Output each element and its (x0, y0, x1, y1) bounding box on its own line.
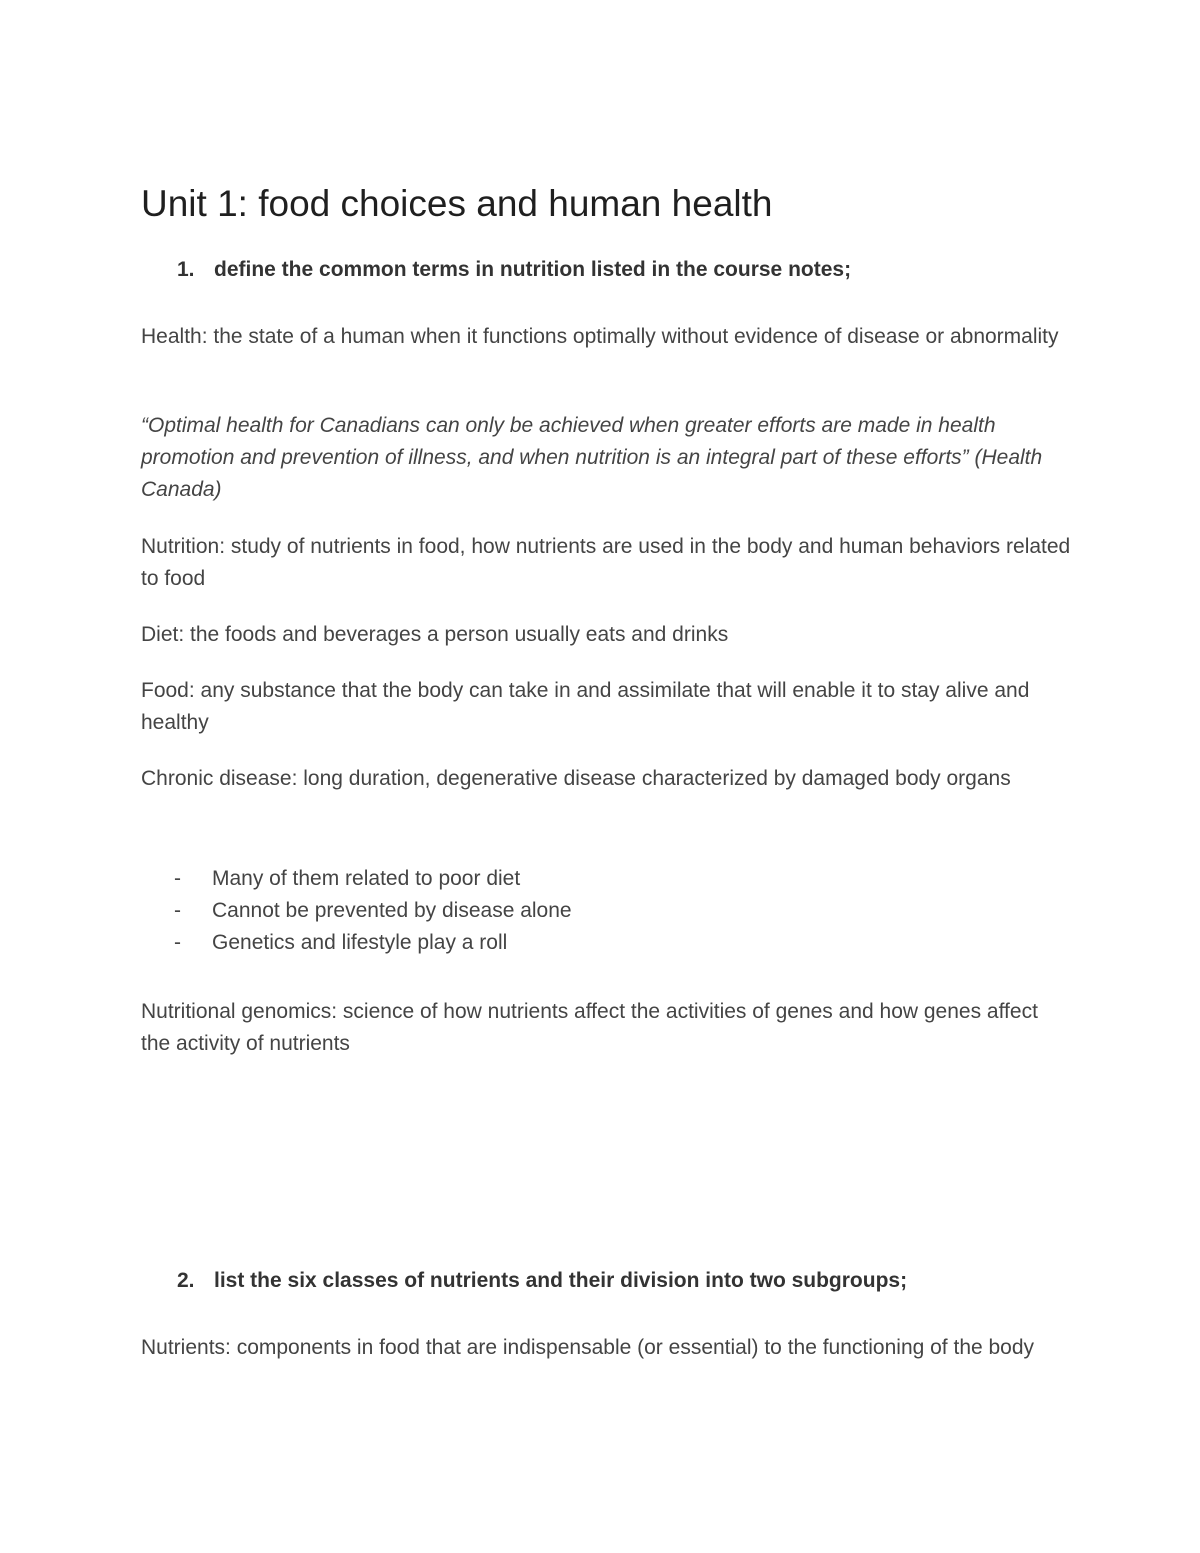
list-item (141, 895, 1071, 927)
definition-health: Health: the state of a human when it functions optimally without evidence of disease or abnormality (141, 325, 1059, 348)
page-title: Unit 1: food choices and human health (141, 183, 773, 224)
question-1 (177, 256, 1077, 284)
question-2-text: list the six classes of nutrients and their division into two subgroups; (214, 1269, 908, 1292)
question-2-number: 2. (177, 1269, 195, 1292)
bullet-dash: - (174, 899, 181, 922)
bullet-dash: - (174, 931, 181, 954)
definition-nutrients: Nutrients: components in food that are indispensable (or essential) to the functioning of the body (141, 1336, 1035, 1359)
bullet-dash: - (174, 867, 181, 890)
bullet-text: Cannot be prevented by disease alone (212, 899, 572, 922)
bullet-text: Genetics and lifestyle play a roll (212, 931, 508, 954)
list-item (141, 927, 1071, 959)
chronic-disease-bullets (141, 863, 1071, 959)
question-2 (177, 1267, 1077, 1295)
definition-nutritional-genomics: Nutritional genomics: science of how nutrients affect the activities of genes and how genes affect the activity of nutrients (141, 1000, 1038, 1055)
list-item (141, 863, 1071, 895)
question-1-number: 1. (177, 258, 195, 281)
bullet-text: Many of them related to poor diet (212, 867, 521, 890)
definition-nutrition: Nutrition: study of nutrients in food, how nutrients are used in the body and human behaviors related to food (141, 535, 1071, 590)
question-1-text: define the common terms in nutrition listed in the course notes; (214, 258, 852, 281)
health-canada-quote: “Optimal health for Canadians can only be achieved when greater efforts are made in health promotion and prevention of illness, and when nutrition is an integral part of these efforts” (Health Canada) (141, 414, 1043, 501)
definition-food: Food: any substance that the body can take in and assimilate that will enable it to stay alive and healthy (141, 679, 1030, 734)
definition-diet: Diet: the foods and beverages a person usually eats and drinks (141, 623, 729, 646)
definition-chronic-disease: Chronic disease: long duration, degenerative disease characterized by damaged body organs (141, 767, 1011, 790)
